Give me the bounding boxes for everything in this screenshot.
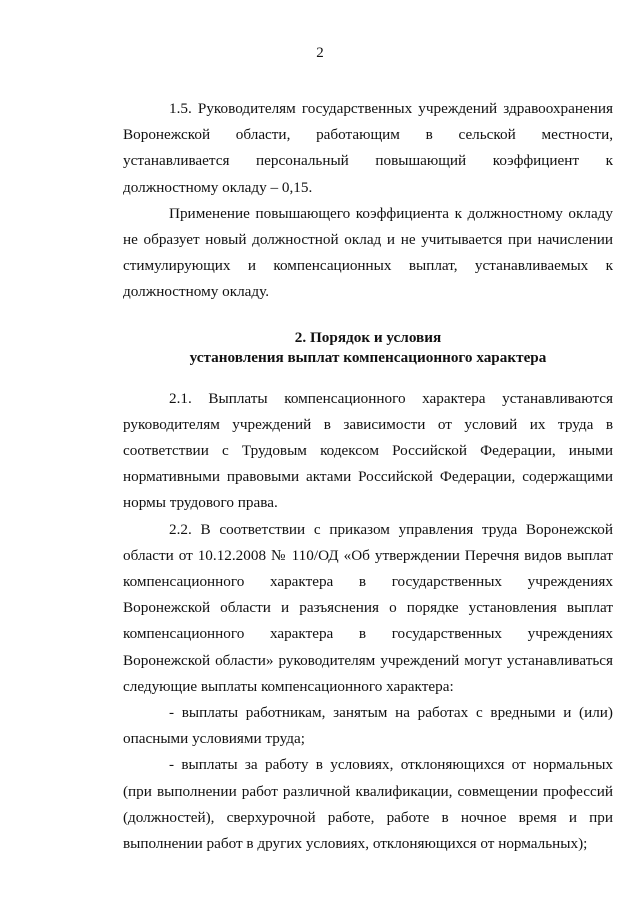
list-item-harmful-conditions: - выплаты работникам, занятым на работах с вредными и (или) опасными условиями труда; bbox=[123, 704, 613, 748]
document-body bbox=[123, 96, 613, 857]
section-heading-line-1: 2. Порядок и условия bbox=[294, 328, 442, 346]
paragraph-2-2: 2.2. В соответствии с приказом управления труда Воронежской области от 10.12.2008 № 110/ОД «Об утверждении Перечня видов выплат компенсационного характера в государственных учреждениях Воронежской области и разъяснения о порядке установления выплат компенсационного характера в государственных учреждениях Воронежской области» руководителям учреждений могут устанавливаться следующие выплаты компенсационного характера: bbox=[123, 520, 613, 695]
paragraph-coefficient-note: Применение повышающего коэффициента к должностному окладу не образует новый должностной оклад и не учитывается при начислении стимулирующих и компенсационных выплат, устанавливаемых к должностному окладу. bbox=[123, 204, 613, 301]
paragraph-1-5: 1.5. Руководителям государственных учреждений здравоохранения Воронежской области, работающим в сельской местности, устанавливается персональный повышающий коэффициент к должностному окладу – 0,15. bbox=[123, 100, 613, 196]
section-heading-line-2: установления выплат компенсационного характера bbox=[189, 348, 547, 366]
page-number: 2 bbox=[316, 45, 324, 61]
list-item-abnormal-conditions: - выплаты за работу в условиях, отклоняющихся от нормальных (при выполнении работ различной квалификации, совмещении профессий (должностей), сверхурочной работе, работе в ночное время и при выполнении работ в других условиях, отклоняющихся от нормальных); bbox=[123, 756, 613, 853]
section-heading bbox=[123, 328, 613, 368]
paragraph-2-1: 2.1. Выплаты компенсационного характера устанавливаются руководителям учреждений в зависимости от условий их труда в соответствии с Трудовым кодексом Российской Федерации, иными нормативными правовыми актами Российской Федерации, содержащими нормы трудового права. bbox=[123, 389, 613, 512]
